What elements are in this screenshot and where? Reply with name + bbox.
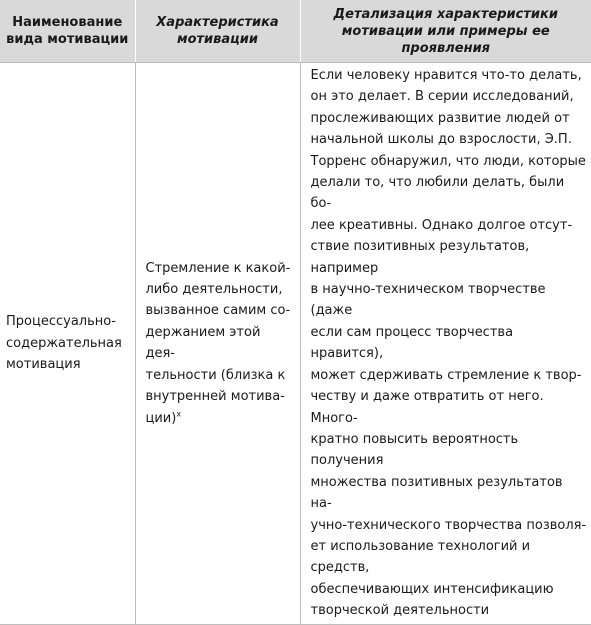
header-row xyxy=(0,0,591,63)
motivation-characteristic-text: Стремление к какой- либо деятельности, вызванное самим со- держанием этой дея- тельности (близка к внутренней мотива- ции) xyxy=(145,260,291,426)
header-characteristic-details xyxy=(300,0,591,63)
header-motivation-characteristic xyxy=(135,0,300,63)
header-motivation-type-text: Наименование вида мотивации xyxy=(6,15,129,47)
cell-motivation-name xyxy=(0,63,135,625)
motivation-details-text: Если человеку нравится что-то делать, он это делает. В серии исследований, прослеживающих развитие людей от начальной школы до взрослости, Э.П. Торренс обнаружил, что люди, которые делали то, что любили делать, были бо- лее креативны. Однако долгое отсут- ствие позитивных результатов, например в научно-техническом творчестве (даже если сам процесс творчества нравится), может сдерживать стремление к твор- честву и даже отвратить от него. Много- кратно повысить вероятность получения множества позитивных результатов на- учно-технического творчества позволя- ет использование технологий и средств, обеспечивающих интенсификацию творческой деятельности xyxy=(310,68,587,619)
header-motivation-characteristic-text: Характеристика мотивации xyxy=(156,15,279,47)
table-row xyxy=(0,63,591,625)
header-motivation-type xyxy=(0,0,135,63)
footnote-marker: x xyxy=(176,409,182,419)
cell-motivation-characteristic xyxy=(135,63,300,625)
motivation-name-text: Процессуально- содержательная мотивация xyxy=(6,314,122,372)
cell-motivation-details xyxy=(300,63,591,625)
header-characteristic-details-text: Детализация характеристики мотивации или примеры ее проявления xyxy=(333,6,558,56)
table-body xyxy=(0,63,591,625)
table-header xyxy=(0,0,591,63)
